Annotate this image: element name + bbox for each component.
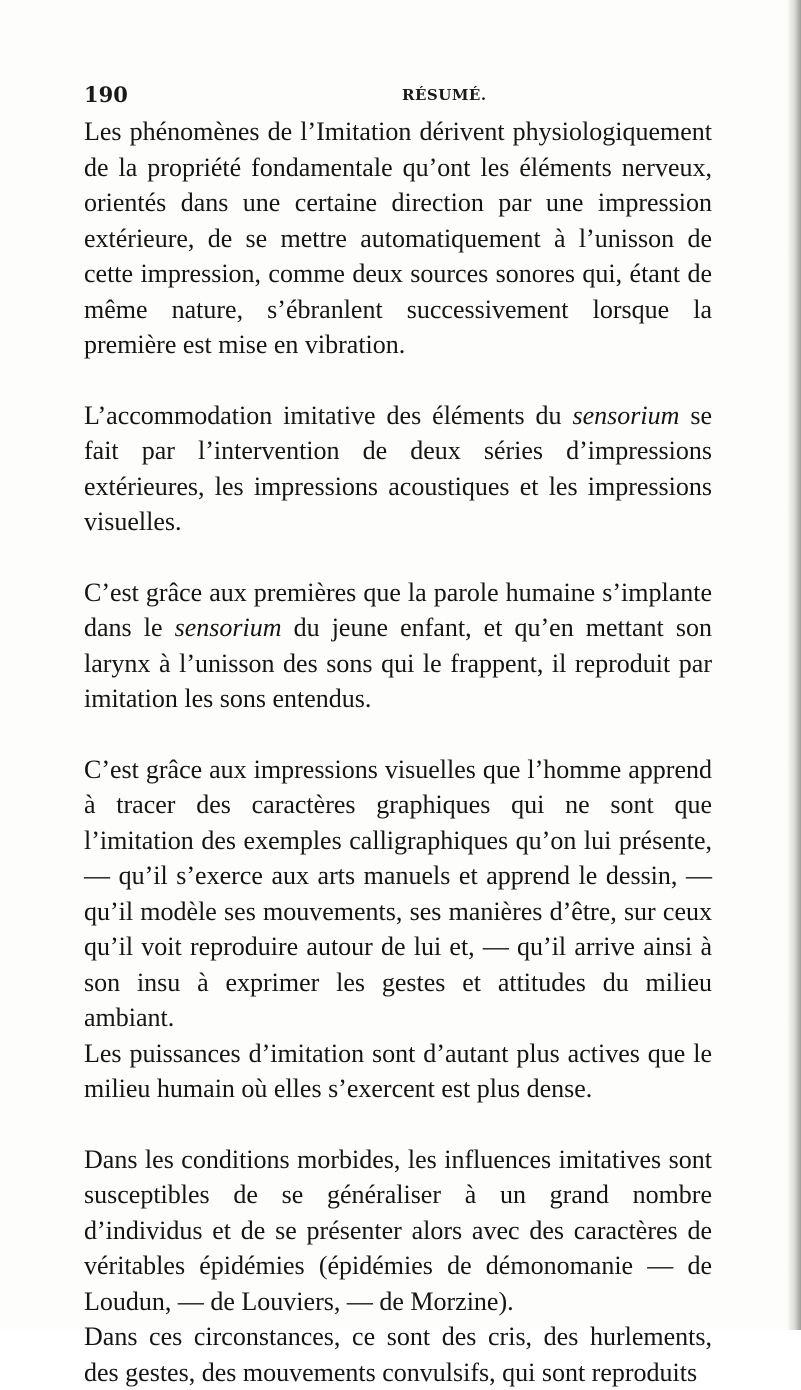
body-text — [84, 114, 712, 1390]
paragraph-morbid-conditions: Dans les conditions morbides, les influences imitatives sont susceptibles de se généraliser à un grand nombre d’individus et de se présenter alors avec des caractères de véritables épidémies (épidémies de démonomanie — de Loudun, — de Louviers, — de Morzine). — [84, 1144, 712, 1316]
paragraph-imitation-power: Les puissances d’imitation sont d’autant plus actives que le milieu humain où elles s’exercent est plus dense. — [84, 1038, 712, 1103]
page-header — [84, 82, 712, 112]
paragraph-accommodation: L’accommodation imitative des éléments du sensorium se fait par l’intervention de deux séries d’impressions extérieures, les impressions acoustiques et les impressions visuelles. — [84, 400, 712, 536]
paragraph-acoustic-impressions: C’est grâce aux premières que la parole humaine s’implante dans le sensorium du jeune enfant, et qu’en mettant son larynx à l’unisson des sons qui le frappent, il reproduit par imitation les sons entendus. — [84, 577, 712, 713]
page-edge-shadow — [787, 0, 801, 1330]
paragraph-visual-impressions: C’est grâce aux impressions visuelles que l’homme apprend à tracer des caractères graphiques qui ne sont que l’imitation des exemples calligraphiques qu’on lui présente, — qu’il s’exerce aux arts manuels et apprend le dessin, — qu’il modèle ses mouvements, ses manières d’être, sur ceux qu’il voit reproduire autour de lui et, — qu’il arrive ainsi à son insu à exprimer les gestes et attitudes du milieu ambiant. — [84, 754, 712, 1032]
paragraph-imitation-physiology: Les phénomènes de l’Imitation dérivent physiologiquement de la propriété fondamentale qu’ont les éléments nerveux, orientés dans une certaine direction par une impression extérieure, de se mettre automatiquement à l’unisson de cette impression, comme deux sources sonores qui, étant de même nature, s’ébranlent successivement lorsque la première est mise en vibration. — [84, 117, 712, 359]
running-title: RÉSUMÉ. — [402, 86, 487, 104]
paragraph-circumstances: Dans ces circonstances, ce sont des cris, des hurlements, des gestes, des mouvements convulsifs, qui sont reproduits — [84, 1322, 712, 1387]
page-number: 190 — [84, 82, 128, 107]
